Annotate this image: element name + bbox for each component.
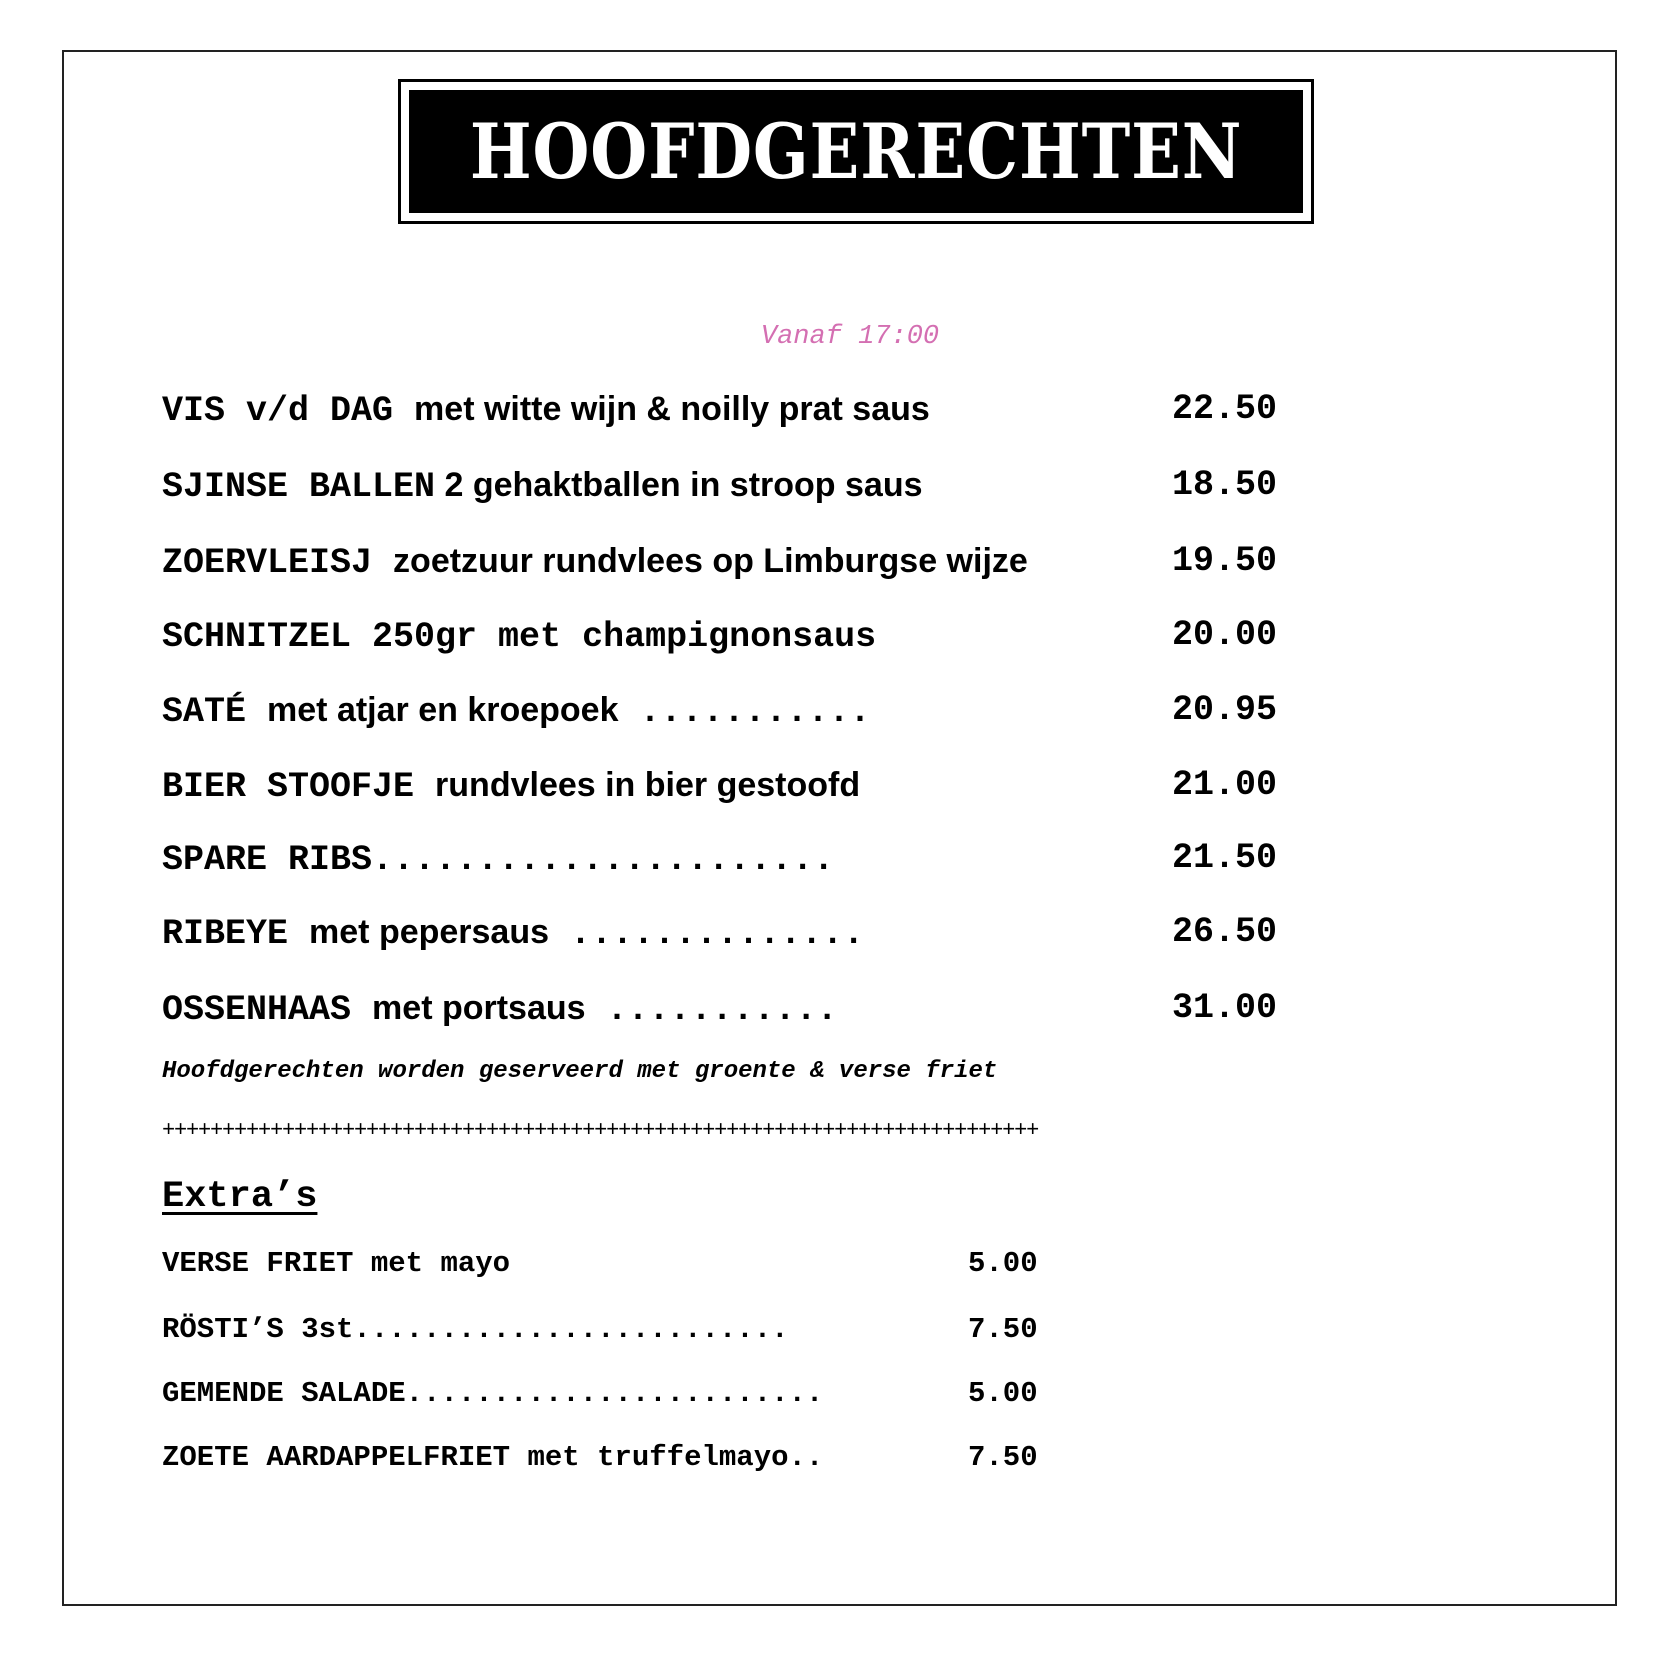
dish-price: 26.50 (1172, 912, 1278, 952)
menu-item (162, 615, 876, 657)
dish-description: rundvlees in bier gestoofd (435, 766, 861, 804)
dish-description: met atjar en kroepoek (267, 691, 619, 729)
dish-name: BIER STOOFJE (162, 767, 436, 807)
dish-name: ZOERVLEISJ (162, 543, 394, 583)
serving-time: Vanaf 17:00 (760, 322, 940, 352)
dish-price: 19.50 (1172, 541, 1278, 581)
menu-item (162, 465, 923, 507)
menu-item (162, 765, 860, 807)
menu-item (162, 988, 838, 1030)
dish-name: SCHNITZEL 250gr met champignonsaus (162, 617, 877, 657)
page-title: HOOFDGERECHTEN (469, 107, 1243, 196)
dish-description: met pepersaus (309, 913, 550, 951)
dish-dots: ........... (618, 692, 871, 732)
dish-name: RIBEYE (162, 914, 310, 954)
dish-price: 31.00 (1172, 988, 1278, 1028)
dish-price: 21.00 (1172, 765, 1278, 805)
dish-name: VIS v/d DAG (162, 391, 415, 431)
dish-dots: ........... (585, 990, 838, 1030)
plus-divider: +++++++++++++++++++++++++++++++++++++++++++++++++++++++++++++++++++++++++ (162, 1118, 1039, 1143)
menu-item (162, 389, 930, 431)
menu-item (162, 541, 1028, 583)
dish-description: met portsaus (372, 989, 586, 1027)
dish-price: 18.50 (1172, 465, 1278, 505)
dish-name: SPARE RIBS (162, 840, 373, 880)
extra-item-price: 5.00 (968, 1247, 1038, 1280)
extra-item-price: 5.00 (968, 1377, 1038, 1410)
dish-dots: .............. (549, 914, 865, 954)
extra-item-price: 7.50 (968, 1441, 1038, 1474)
extra-item-label: RÖSTI’S 3st......................... (162, 1313, 789, 1346)
extra-item-label: ZOETE AARDAPPELFRIET met truffelmayo.. (162, 1441, 824, 1474)
extra-item-price: 7.50 (968, 1313, 1038, 1346)
menu-item (162, 690, 871, 732)
menu-item (162, 838, 834, 880)
dish-name: OSSENHAAS (162, 990, 373, 1030)
dish-price: 22.50 (1172, 389, 1278, 429)
title-banner (398, 79, 1314, 224)
menu-frame (62, 50, 1617, 1606)
dish-price: 21.50 (1172, 838, 1278, 878)
extras-heading: Extra’s (162, 1176, 318, 1218)
dish-name: SATÉ (162, 692, 268, 732)
dish-description: zoetzuur rundvlees op Limburgse wijze (393, 542, 1028, 580)
dish-description: met witte wijn & noilly prat saus (414, 390, 930, 428)
dish-dots: ...................... (372, 840, 835, 880)
dish-description: 2 gehaktballen in stroop saus (435, 466, 923, 504)
menu-item (162, 912, 864, 954)
serving-note: Hoofdgerechten worden geserveerd met groente & verse friet (162, 1058, 998, 1085)
extra-item-label: GEMENDE SALADE........................ (162, 1377, 824, 1410)
dish-name: SJINSE BALLEN (162, 467, 436, 507)
dish-price: 20.95 (1172, 690, 1278, 730)
dish-price: 20.00 (1172, 615, 1278, 655)
extra-item-label: VERSE FRIET met mayo (162, 1247, 511, 1280)
